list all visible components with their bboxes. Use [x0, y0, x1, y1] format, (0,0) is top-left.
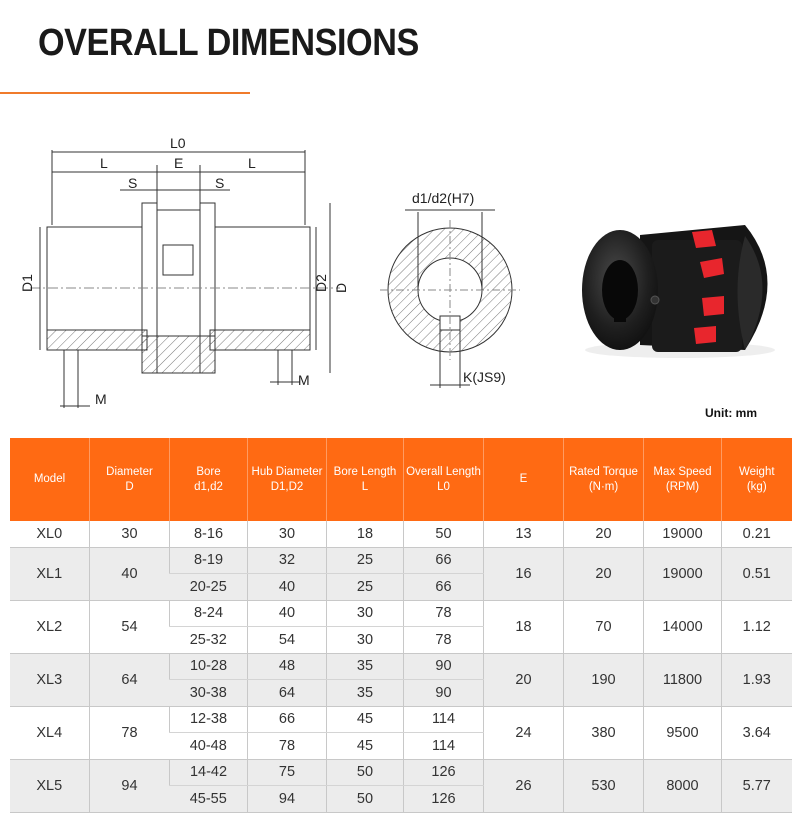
column-header-line: L [361, 480, 369, 493]
cell-model: XL4 [10, 706, 90, 759]
table-header-row [10, 438, 792, 521]
table-row [10, 547, 792, 574]
label-M-right: M [298, 372, 310, 388]
label-D2: D2 [313, 274, 329, 292]
label-L-right: L [248, 155, 256, 171]
column-header-line: Rated Torque [569, 465, 638, 478]
column-header-line: Overall Length [406, 465, 481, 478]
column-header [90, 438, 170, 521]
cell-bore: 14-42 [170, 759, 248, 786]
cell-max-speed: 9500 [644, 706, 722, 759]
cell-hub-diameter: 48 [248, 653, 327, 680]
column-header-line: (RPM) [665, 480, 700, 493]
cell-diameter: 40 [90, 547, 170, 600]
column-header-line: Hub Diameter [251, 465, 323, 478]
column-header-line: Model [33, 473, 66, 485]
column-header-line: Max Speed [653, 465, 712, 478]
cell-diameter: 54 [90, 600, 170, 653]
spec-table [9, 438, 792, 813]
cell-overall-length: 90 [404, 680, 484, 707]
cell-hub-diameter: 94 [248, 786, 327, 813]
cell-model: XL5 [10, 759, 90, 812]
column-header [722, 438, 792, 521]
cell-bore-length: 25 [327, 547, 404, 574]
cell-bore-length: 35 [327, 680, 404, 707]
cell-model: XL0 [10, 521, 90, 547]
cell-rated-torque: 530 [564, 759, 644, 812]
column-header [564, 438, 644, 521]
label-E: E [174, 155, 184, 171]
cell-hub-diameter: 32 [248, 547, 327, 574]
column-header-line: D [125, 480, 134, 493]
column-header-line: d1,d2 [194, 480, 223, 493]
column-header [170, 438, 248, 521]
cell-weight: 0.51 [722, 547, 792, 600]
cell-model: XL1 [10, 547, 90, 600]
cell-weight: 1.93 [722, 653, 792, 706]
cell-hub-diameter: 64 [248, 680, 327, 707]
cell-overall-length: 78 [404, 600, 484, 627]
cell-rated-torque: 190 [564, 653, 644, 706]
cell-e: 16 [484, 547, 564, 600]
label-D1: D1 [19, 274, 35, 292]
dimension-drawing [0, 100, 800, 430]
cell-rated-torque: 70 [564, 600, 644, 653]
cell-overall-length: 66 [404, 547, 484, 574]
column-header [248, 438, 327, 521]
cell-rated-torque: 20 [564, 547, 644, 600]
cell-weight: 0.21 [722, 521, 792, 547]
label-M-left: M [95, 391, 107, 407]
column-header-line: Bore Length [333, 465, 397, 478]
column-header-line: D1,D2 [270, 480, 304, 493]
column-header-line: Diameter [106, 465, 153, 478]
cell-e: 13 [484, 521, 564, 547]
cell-e: 26 [484, 759, 564, 812]
cell-overall-length: 114 [404, 706, 484, 733]
cell-hub-diameter: 54 [248, 627, 327, 654]
cell-e: 24 [484, 706, 564, 759]
page-title: OVERALL DIMENSIONS [38, 22, 419, 64]
unit-note: Unit: mm [705, 406, 757, 420]
cell-bore: 8-19 [170, 547, 248, 574]
cell-model: XL3 [10, 653, 90, 706]
label-L-left: L [100, 155, 108, 171]
cell-model: XL2 [10, 600, 90, 653]
table-row [10, 521, 792, 547]
cell-bore: 12-38 [170, 706, 248, 733]
cell-bore: 30-38 [170, 680, 248, 707]
cell-overall-length: 126 [404, 786, 484, 813]
cell-hub-diameter: 40 [248, 600, 327, 627]
cell-overall-length: 126 [404, 759, 484, 786]
cell-overall-length: 78 [404, 627, 484, 654]
column-header-line: L0 [437, 480, 450, 493]
column-header-line: (N·m) [588, 480, 619, 493]
label-S-left: S [128, 175, 138, 191]
cell-diameter: 94 [90, 759, 170, 812]
side-view [30, 150, 340, 408]
table-body [10, 521, 792, 812]
cell-hub-diameter: 66 [248, 706, 327, 733]
cell-bore: 40-48 [170, 733, 248, 760]
cell-weight: 1.12 [722, 600, 792, 653]
cell-hub-diameter: 75 [248, 759, 327, 786]
cell-e: 18 [484, 600, 564, 653]
cell-bore-length: 35 [327, 653, 404, 680]
label-D: D [333, 282, 349, 293]
cell-bore: 8-24 [170, 600, 248, 627]
label-L0: L0 [170, 135, 186, 151]
cell-e: 20 [484, 653, 564, 706]
column-header-line: (kg) [746, 480, 767, 493]
cell-rated-torque: 20 [564, 521, 644, 547]
column-header-line: E [519, 473, 528, 485]
cell-bore: 8-16 [170, 521, 248, 547]
cell-bore: 20-25 [170, 574, 248, 601]
label-key: K(JS9) [463, 369, 506, 385]
table-row [10, 706, 792, 733]
cell-diameter: 64 [90, 653, 170, 706]
label-bore: d1/d2(H7) [412, 190, 475, 206]
cell-bore-length: 30 [327, 600, 404, 627]
cell-bore-length: 50 [327, 759, 404, 786]
cell-max-speed: 8000 [644, 759, 722, 812]
cell-diameter: 78 [90, 706, 170, 759]
table-row [10, 653, 792, 680]
cell-max-speed: 19000 [644, 547, 722, 600]
cell-weight: 3.64 [722, 706, 792, 759]
column-header [404, 438, 484, 521]
table-row [10, 759, 792, 786]
cell-bore-length: 25 [327, 574, 404, 601]
section-view [380, 210, 520, 388]
coupling-photo [582, 225, 775, 358]
column-header-line: Weight [738, 465, 775, 478]
cell-hub-diameter: 78 [248, 733, 327, 760]
title-underline [0, 92, 250, 94]
cell-max-speed: 11800 [644, 653, 722, 706]
cell-overall-length: 50 [404, 521, 484, 547]
column-header [484, 438, 564, 521]
column-header [644, 438, 722, 521]
cell-hub-diameter: 40 [248, 574, 327, 601]
cell-overall-length: 114 [404, 733, 484, 760]
cell-rated-torque: 380 [564, 706, 644, 759]
label-S-right: S [215, 175, 225, 191]
cell-max-speed: 19000 [644, 521, 722, 547]
cell-bore-length: 30 [327, 627, 404, 654]
cell-bore-length: 45 [327, 733, 404, 760]
cell-bore-length: 50 [327, 786, 404, 813]
cell-bore: 45-55 [170, 786, 248, 813]
cell-weight: 5.77 [722, 759, 792, 812]
table-row [10, 600, 792, 627]
cell-overall-length: 90 [404, 653, 484, 680]
cell-max-speed: 14000 [644, 600, 722, 653]
cell-bore-length: 45 [327, 706, 404, 733]
cell-bore-length: 18 [327, 521, 404, 547]
cell-bore: 10-28 [170, 653, 248, 680]
column-header [10, 438, 90, 521]
cell-diameter: 30 [90, 521, 170, 547]
cell-hub-diameter: 30 [248, 521, 327, 547]
cell-overall-length: 66 [404, 574, 484, 601]
column-header [327, 438, 404, 521]
cell-bore: 25-32 [170, 627, 248, 654]
column-header-line: Bore [196, 465, 221, 478]
